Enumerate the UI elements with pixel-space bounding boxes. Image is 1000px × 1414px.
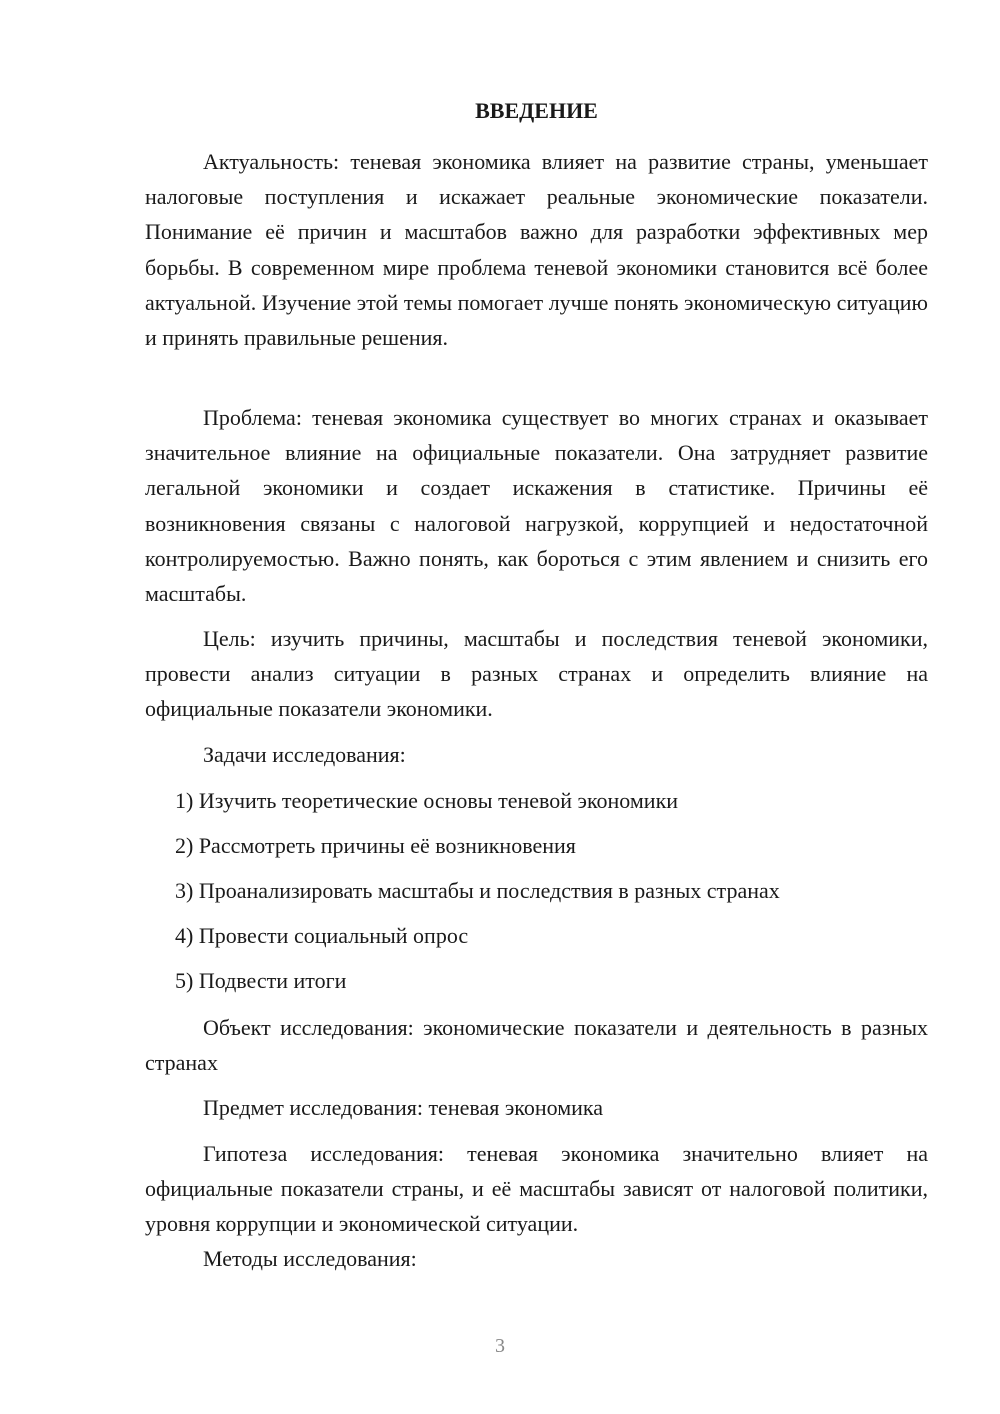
- paragraph-subject: Предмет исследования: теневая экономика: [203, 1095, 604, 1120]
- paragraph-goal: Цель: изучить причины, масштабы и последствия теневой экономики, провести анализ ситуации в разных странах и определить влияние на официальные показатели экономики.: [145, 626, 928, 722]
- paragraph-object: Объект исследования: экономические показатели и деятельность в разных странах: [145, 1015, 928, 1076]
- paragraph-hypothesis: Гипотеза исследования: теневая экономика значительно влияет на официальные показатели страны, и её масштабы зависят от налоговой политики, уровня коррупции и экономической ситуации.: [145, 1141, 928, 1237]
- list-item-task-2: 2) Рассмотреть причины её возникновения: [175, 833, 576, 858]
- page-number: 3: [495, 1335, 505, 1357]
- page-title: ВВЕДЕНИЕ: [475, 98, 598, 123]
- paragraph-tasks-intro: Задачи исследования:: [203, 742, 406, 767]
- paragraph-methods: Методы исследования:: [203, 1246, 417, 1271]
- list-item-task-1: 1) Изучить теоретические основы теневой экономики: [175, 788, 679, 813]
- list-item-task-5: 5) Подвести итоги: [175, 968, 347, 993]
- list-item-task-4: 4) Провести социальный опрос: [175, 923, 469, 948]
- paragraph-problem: Проблема: теневая экономика существует во многих странах и оказывает значительное влияние на официальные показатели. Она затрудняет развитие легальной экономики и создает искажения в статистике. Причины её возникновения связаны с налоговой нагрузкой, коррупцией и недостаточной контролируемостью. Важно понять, как бороться с этим явлением и снизить его масштабы.: [145, 405, 928, 607]
- list-item-task-3: 3) Проанализировать масштабы и последствия в разных странах: [175, 878, 780, 903]
- paragraph-relevance: Актуальность: теневая экономика влияет на развитие страны, уменьшает налоговые поступления и искажает реальные экономические показатели. Понимание её причин и масштабов важно для разработки эффективных мер борьбы. В современном мире проблема теневой экономики становится всё более актуальной. Изучение этой темы помогает лучше понять экономическую ситуацию и принять правильные решения.: [145, 149, 928, 351]
